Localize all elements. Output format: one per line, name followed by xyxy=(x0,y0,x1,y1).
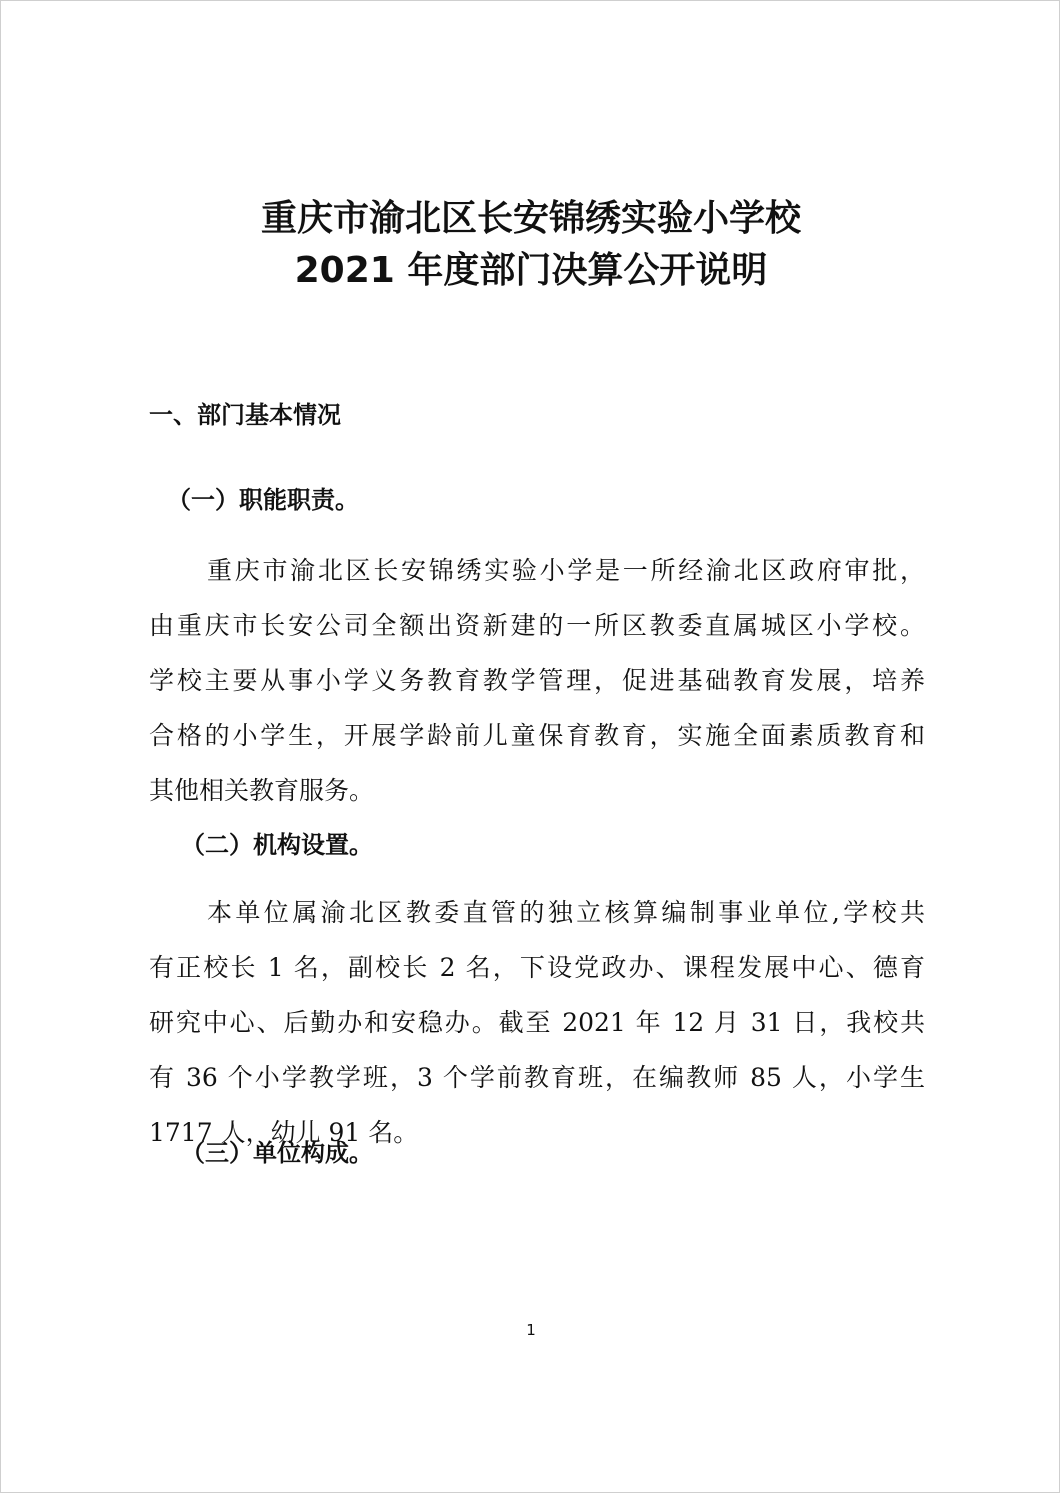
page-number: 1 xyxy=(526,1321,536,1339)
paragraph-functions xyxy=(149,543,925,818)
document-title-line-1: 重庆市渝北区长安锦绣实验小学校 xyxy=(260,198,801,239)
subsection-heading-functions: （一）职能职责。 xyxy=(167,486,359,514)
paragraph-line: 其他相关教育服务。 xyxy=(149,776,375,805)
subsection-heading-organization: （二）机构设置。 xyxy=(181,831,373,859)
paragraph-line: 有正校长 1 名，副校长 2 名，下设党政办、课程发展中心、德育 xyxy=(149,953,925,982)
paragraph-line: 1717 人，幼儿 91 名。 xyxy=(149,1118,419,1147)
subsection-heading-composition: （三）单位构成。 xyxy=(181,1139,373,1167)
section-heading-basic-info: 一、部门基本情况 xyxy=(149,401,341,429)
paragraph-line: 重庆市渝北区长安锦绣实验小学是一所经渝北区政府审批， xyxy=(207,556,925,585)
paragraph-organization xyxy=(149,885,925,1160)
paragraph-line: 合格的小学生，开展学龄前儿童保育教育，实施全面素质教育和 xyxy=(149,721,925,750)
document-title-line-2: 2021 年度部门决算公开说明 xyxy=(294,250,768,291)
paragraph-line: 学校主要从事小学义务教育教学管理，促进基础教育发展，培养 xyxy=(149,666,925,695)
paragraph-line: 本单位属渝北区教委直管的独立核算编制事业单位,学校共 xyxy=(207,898,925,927)
paragraph-line: 研究中心、后勤办和安稳办。截至 2021 年 12 月 31 日，我校共 xyxy=(149,1008,925,1037)
paragraph-line: 有 36 个小学教学班，3 个学前教育班，在编教师 85 人，小学生 xyxy=(149,1063,925,1092)
paragraph-line: 由重庆市长安公司全额出资新建的一所区教委直属城区小学校。 xyxy=(149,611,925,640)
